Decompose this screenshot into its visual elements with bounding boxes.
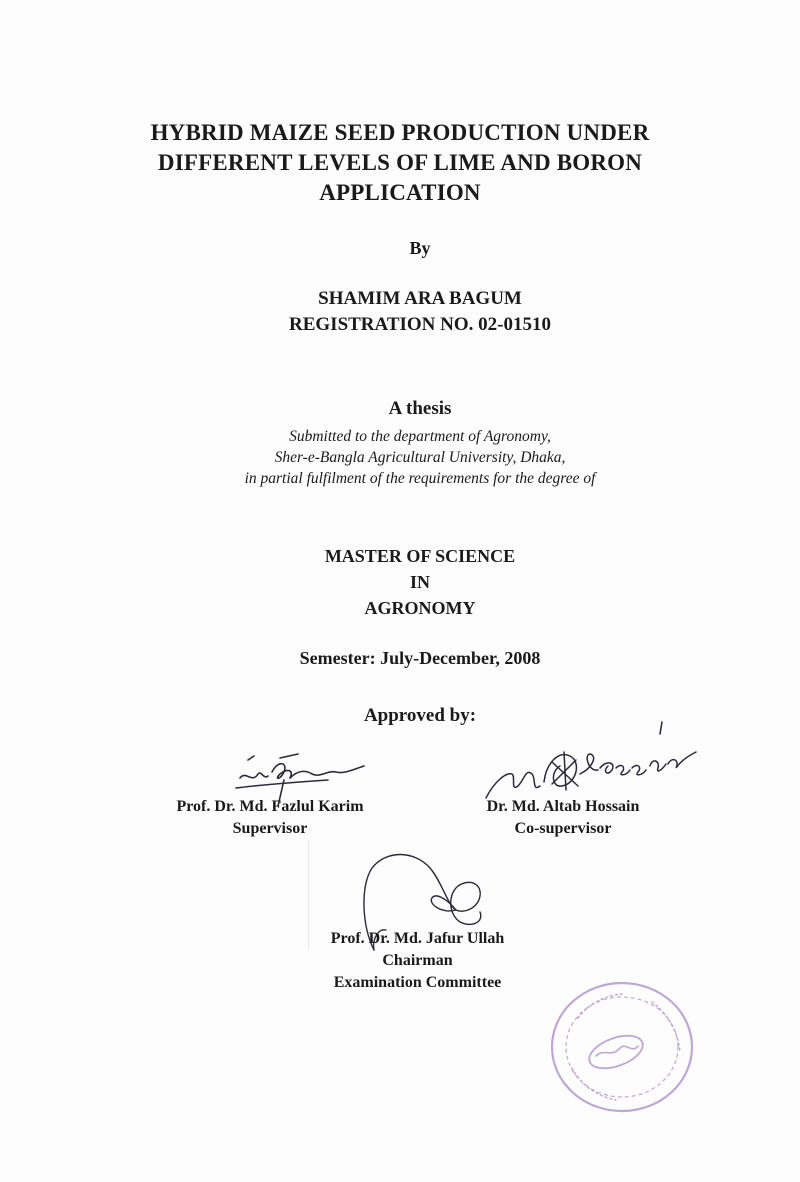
title-line-2: DIFFERENT LEVELS OF LIME AND BORON (157, 150, 643, 175)
degree-line-2: IN (409, 572, 430, 592)
registration-number: REGISTRATION NO. 02-01510 (289, 314, 551, 335)
co-supervisor-block (448, 796, 678, 840)
title-line-3: APPLICATION (319, 180, 481, 205)
author-block (0, 286, 800, 338)
chairman-role: Chairman (382, 952, 453, 969)
semester: Semester: July-December, 2008 (299, 648, 541, 668)
by-label: By (409, 238, 431, 258)
examination-committee: Examination Committee (333, 974, 502, 991)
degree-block (0, 543, 800, 621)
supervisor-block (140, 796, 400, 840)
chairman-block (290, 928, 545, 994)
supervisor-role: Supervisor (232, 820, 308, 837)
submission-statement (0, 426, 800, 489)
department-stamp-seal (542, 972, 702, 1122)
degree-line-3: AGRONOMY (364, 598, 476, 618)
co-supervisor-name: Dr. Md. Altab Hossain (486, 798, 640, 815)
co-supervisor-role: Co-supervisor (514, 820, 612, 837)
title-line-1: HYBRID MAIZE SEED PRODUCTION UNDER (150, 120, 650, 145)
submitted-line-1: Submitted to the department of Agronomy, (289, 428, 551, 445)
supervisor-name: Prof. Dr. Md. Fazlul Karim (176, 798, 364, 815)
submitted-line-3: in partial fulfilment of the requirements for the degree of (244, 470, 596, 487)
approved-by-label: Approved by: (363, 705, 477, 726)
thesis-title (0, 118, 800, 208)
degree-line-1: MASTER OF SCIENCE (324, 546, 516, 566)
author-name: SHAMIM ARA BAGUM (318, 288, 522, 309)
thesis-label: A thesis (388, 398, 452, 419)
submitted-line-2: Sher-e-Bangla Agricultural University, Dhaka, (274, 449, 566, 466)
chairman-name: Prof. Dr. Md. Jafur Ullah (330, 930, 505, 947)
